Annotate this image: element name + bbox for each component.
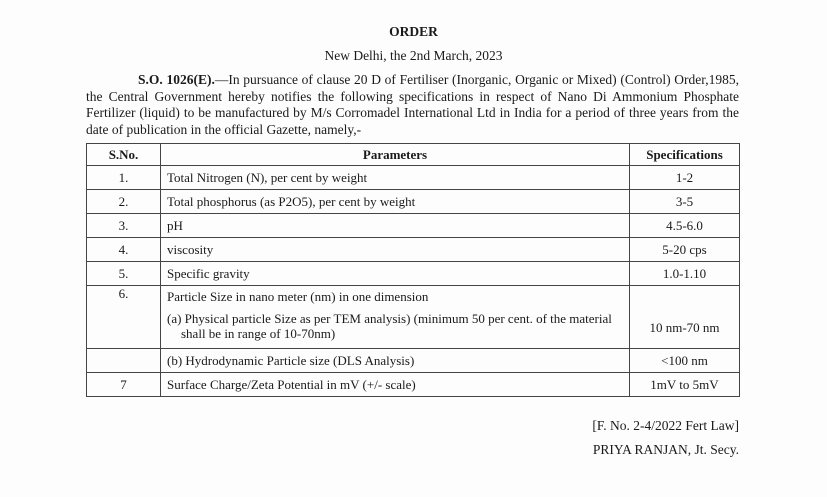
row-specification: <100 nm (630, 349, 740, 373)
order-title: ORDER (389, 24, 438, 39)
place-date: New Delhi, the 2nd March, 2023 (324, 48, 503, 63)
specifications-table (86, 143, 740, 397)
table-header-row (87, 144, 740, 166)
row-specification: 3-5 (630, 190, 740, 214)
row-specification: 1-2 (630, 166, 740, 190)
row-sno: 6. (87, 286, 161, 349)
table-row (87, 286, 740, 349)
row-parameter: Surface Charge/Zeta Potential in mV (+/- scale) (161, 373, 630, 397)
row-parameter: pH (161, 214, 630, 238)
particle-size-sub-a: (a) Physical particle Size as per TEM analysis) (minimum 50 per cent. of the material shall be in range of 10-70nm) (167, 311, 612, 341)
file-number: [F. No. 2-4/2022 Fert Law] (592, 418, 739, 433)
order-body-text: —In pursuance of clause 20 D of Fertiliser (Inorganic, Organic or Mixed) (Control) Order,1985, the Central Government hereby notifies the following specifications in respect of Nano Di Ammonium Phosphate Fertilizer (liquid) to be manufactured by M/s Corromadel International Ltd in India for a period of three years from the date of publication in the official Gazette, namely,- (86, 72, 739, 137)
row-parameter: Specific gravity (161, 262, 630, 286)
table-row (87, 349, 740, 373)
row-parameter: (b) Hydrodynamic Particle size (DLS Analysis) (161, 349, 630, 373)
row-specification: 5-20 cps (630, 238, 740, 262)
order-body-paragraph (86, 72, 739, 138)
row-parameter: viscosity (161, 238, 630, 262)
row-sno: 1. (87, 166, 161, 190)
row-sno: 7 (87, 373, 161, 397)
row-sno (87, 349, 161, 373)
row-sno: 5. (87, 262, 161, 286)
table-row (87, 190, 740, 214)
row-specification: 1.0-1.10 (630, 262, 740, 286)
row-sno: 2. (87, 190, 161, 214)
row-sno: 3. (87, 214, 161, 238)
row-specification: 1mV to 5mV (630, 373, 740, 397)
header-parameters: Parameters (161, 144, 630, 166)
row-sno: 4. (87, 238, 161, 262)
table-row (87, 238, 740, 262)
table-row (87, 373, 740, 397)
row-parameter (161, 286, 630, 349)
row-specification: 4.5-6.0 (630, 214, 740, 238)
signatory: PRIYA RANJAN, Jt. Secy. (592, 442, 739, 457)
particle-size-heading: Particle Size in nano meter (nm) in one dimension (167, 289, 429, 304)
table-row (87, 214, 740, 238)
so-number: S.O. 1026(E). (138, 72, 215, 87)
table-row (87, 166, 740, 190)
row-parameter: Total Nitrogen (N), per cent by weight (161, 166, 630, 190)
header-sno: S.No. (87, 144, 161, 166)
row-parameter: Total phosphorus (as P2O5), per cent by weight (161, 190, 630, 214)
row-specification: 10 nm-70 nm (630, 286, 740, 349)
header-specifications: Specifications (630, 144, 740, 166)
table-row (87, 262, 740, 286)
